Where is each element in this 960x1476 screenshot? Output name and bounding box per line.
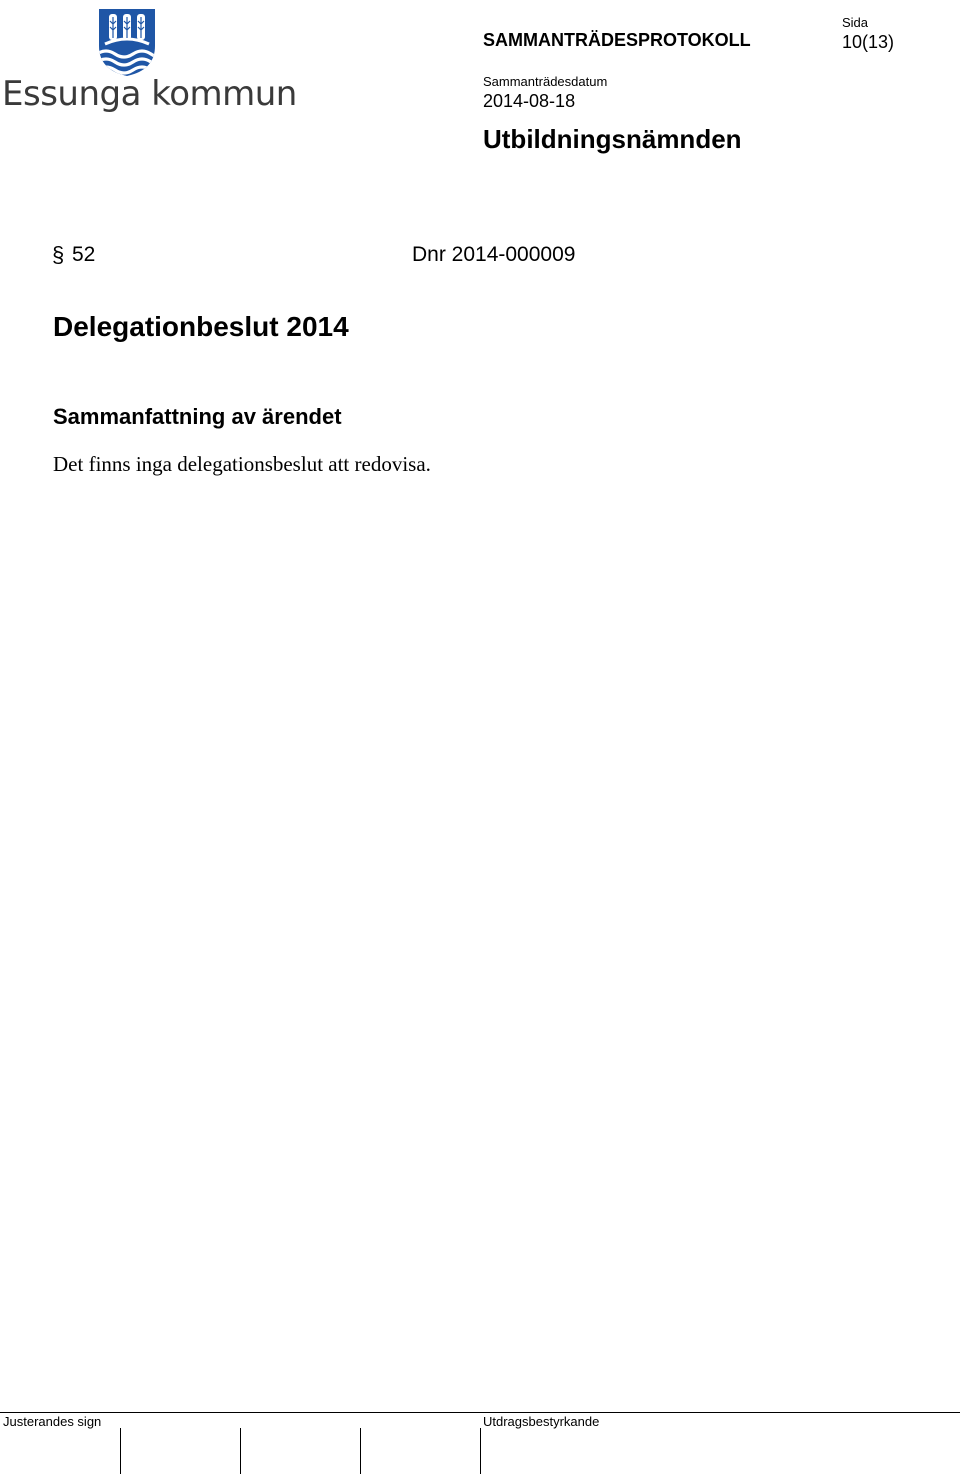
paragraph-number: 52 [72, 243, 96, 266]
footer-signature-label: Justerandes sign [3, 1414, 102, 1429]
paragraph-symbol: § [52, 242, 65, 267]
item-title: Delegationbeslut 2014 [53, 311, 349, 342]
footer-divider [0, 1412, 960, 1413]
meeting-date: 2014-08-18 [483, 91, 576, 111]
signature-box-divider [360, 1428, 361, 1474]
page-label: Sida [842, 15, 869, 30]
essunga-logo [0, 4, 297, 114]
logo-wordmark: Essunga kommun [2, 74, 297, 114]
page-number: 10(13) [842, 32, 895, 52]
document-type: SAMMANTRÄDESPROTOKOLL [483, 30, 751, 50]
committee-name: Utbildningsnämnden [483, 124, 742, 154]
summary-text: Det finns inga delegationsbeslut att redovisa. [53, 452, 431, 476]
summary-heading: Sammanfattning av ärendet [53, 404, 342, 429]
signature-box-divider [240, 1428, 241, 1474]
meeting-date-label: Sammanträdesdatum [483, 74, 608, 89]
diary-number: Dnr 2014-000009 [412, 243, 576, 266]
signature-box-divider [480, 1428, 481, 1474]
signature-box-divider [120, 1428, 121, 1474]
footer-certification-label: Utdragsbestyrkande [483, 1414, 600, 1429]
